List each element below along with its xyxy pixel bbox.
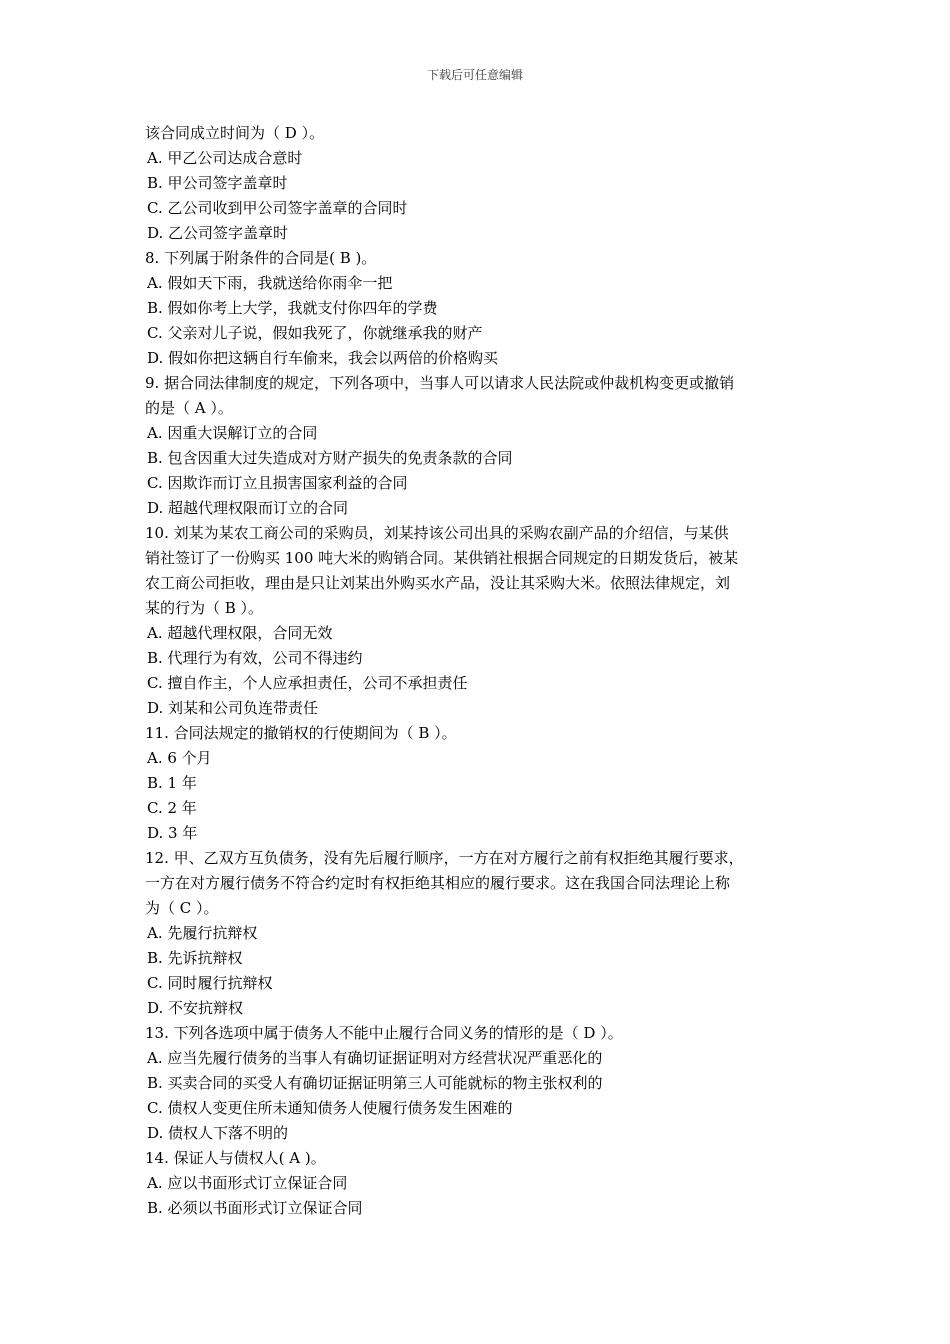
question-text: 销社签订了一份购买 100 吨大米的购销合同。某供销社根据合同规定的日期发货后，被某	[145, 549, 739, 567]
answer-option: A. 6 个月	[147, 749, 212, 767]
answer-option: B. 买卖合同的买受人有确切证据证明第三人可能就标的物主张权利的	[147, 1074, 603, 1092]
question-text: 13. 下列各选项中属于债务人不能中止履行合同义务的情形的是（ D ）。	[145, 1024, 623, 1042]
answer-option: D. 假如你把这辆自行车偷来，我会以两倍的价格购买	[147, 349, 499, 367]
answer-option: D. 不安抗辩权	[147, 999, 244, 1017]
answer-option: B. 必须以书面形式订立保证合同	[147, 1199, 363, 1217]
answer-option: A. 先履行抗辩权	[147, 924, 258, 942]
answer-option: B. 先诉抗辩权	[147, 949, 243, 967]
answer-option: A. 应当先履行债务的当事人有确切证据证明对方经营状况严重恶化的	[147, 1049, 603, 1067]
question-text: 该合同成立时间为（ D ）。	[145, 124, 325, 142]
answer-option: C. 债权人变更住所未通知债务人使履行债务发生困难的	[147, 1099, 513, 1117]
answer-option: C. 擅自作主，个人应承担责任，公司不承担责任	[147, 674, 468, 692]
question-text: 12. 甲、乙双方互负债务，没有先后履行顺序，一方在对方履行之前有权拒绝其履行要求，	[145, 849, 744, 867]
answer-option: C. 因欺诈而订立且损害国家利益的合同	[147, 474, 408, 492]
answer-option: B. 包含因重大过失造成对方财产损失的免责条款的合同	[147, 449, 513, 467]
question-text: 14. 保证人与债权人( A )。	[145, 1149, 326, 1167]
document-body	[145, 121, 817, 1221]
question-text: 8. 下列属于附条件的合同是( B )。	[145, 249, 377, 267]
page-header: 下载后可任意编辑	[426, 68, 523, 82]
answer-option: B. 代理行为有效，公司不得违约	[147, 649, 363, 667]
answer-option: C. 乙公司收到甲公司签字盖章的合同时	[147, 199, 408, 217]
answer-option: D. 超越代理权限而订立的合同	[147, 499, 349, 517]
answer-option: A. 超越代理权限，合同无效	[147, 624, 333, 642]
answer-option: A. 假如天下雨，我就送给你雨伞一把	[147, 274, 393, 292]
answer-option: D. 乙公司签字盖章时	[147, 224, 289, 242]
question-text: 某的行为（ B ）。	[145, 599, 264, 617]
answer-option: C. 父亲对儿子说，假如我死了，你就继承我的财产	[147, 324, 483, 342]
answer-option: C. 同时履行抗辩权	[147, 974, 273, 992]
question-text: 的是（ A ）。	[145, 399, 233, 417]
answer-option: B. 假如你考上大学，我就支付你四年的学费	[147, 299, 438, 317]
question-text: 9. 据合同法律制度的规定，下列各项中，当事人可以请求人民法院或仲裁机构变更或撤销	[145, 374, 735, 392]
question-text: 10. 刘某为某农工商公司的采购员，刘某持该公司出具的采购农副产品的介绍信，与某供	[145, 524, 729, 542]
question-text: 农工商公司拒收，理由是只让刘某出外购买水产品，没让其采购大米。依照法律规定，刘	[145, 574, 731, 592]
answer-option: D. 3 年	[147, 824, 198, 842]
question-text: 11. 合同法规定的撤销权的行使期间为（ B ）。	[145, 724, 457, 742]
answer-option: B. 1 年	[147, 774, 197, 792]
answer-option: D. 债权人下落不明的	[147, 1124, 289, 1142]
answer-option: A. 因重大误解订立的合同	[147, 424, 318, 442]
answer-option: A. 应以书面形式订立保证合同	[147, 1174, 348, 1192]
question-text: 为（ C ）。	[145, 899, 219, 917]
answer-option: A. 甲乙公司达成合意时	[147, 149, 303, 167]
answer-option: D. 刘某和公司负连带责任	[147, 699, 319, 717]
question-text: 一方在对方履行债务不符合约定时有权拒绝其相应的履行要求。这在我国合同法理论上称	[145, 874, 731, 892]
answer-option: C. 2 年	[147, 799, 197, 817]
answer-option: B. 甲公司签字盖章时	[147, 174, 288, 192]
